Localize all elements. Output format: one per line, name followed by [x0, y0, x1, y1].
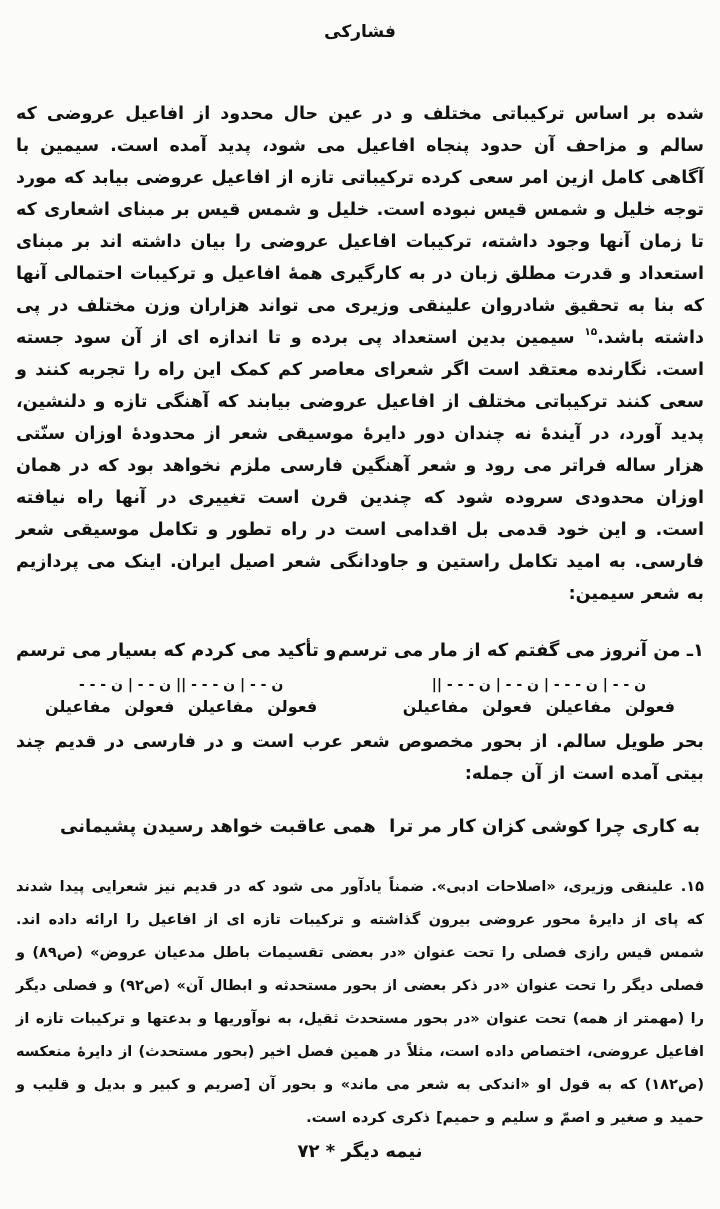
footnote-15-text: ۱۵. علینقی وزیری، «اصلاحات ادبی». ضمناً یادآور می شود که در قدیم نیز شعرایی پیدا شدند که پای از دایرهٔ محور عروضی بیرون گذاشته و ترکیبات تازه ای از افاعیل را ارائه داده اند. شمس قیس رازی فصلی را تحت عنوان «در بعضی تقسیمات باطل مدعیان عروض» (ص۸۹) و فصلی دیگر را تحت عنوان «در ذکر بعضی از بحور مستحدثه و ابطال آن» (ص۹۲) و فصلی دیگر را (مهمتر از همه) تحت عنوان «در بحور مستحدث ثقیل، به نوآوریها و بدعتها و ترکیبات تازه از افاعیل عروضی، اختصاص داده است، مثلاً در همین فصل اخیر (بحور مستحدث) از دایرهٔ منعکسه (ص۱۸۲) که به قول او «اندکی به شعر می ماند» و بحور آن [صریم و کبیر و بدیل و قلیب و حمید و صغیر و اصمّ و سلیم و حمیم] ذکری کرده است. [16, 879, 704, 1126]
scansion-notation-row [16, 677, 704, 693]
meter-description-paragraph: بحر طویل سالم. از بحور مخصوص شعر عرب است و در فارسی در قدیم چند بیتی آمده است از آن جمله: [16, 732, 704, 784]
verse-couplet-1 [16, 640, 704, 661]
metrical-feet-row [16, 697, 704, 716]
verse-couplet-2 [16, 816, 704, 837]
main-paragraph-text-before-note: شده بر اساس ترکیباتی مختلف و در عین حال محدود از افاعیل عروضی که سالم و مزاحف آن حدود پنجاه افاعیل می شود، پدید آمده است. سیمین با آگاهی کامل ازین امر سعی کرده ترکیباتی تازه از افاعیل عروضی بیابد که مورد توجه خلیل و شمس قیس نبوده است. خلیل و شمس قیس بر مبنای اشعاری که تا زمان آنها وجود داشته، ترکیبات افاعیل عروضی را بیان داشته اند بر مبنای استعداد و قدرت مطلق زبان در به کارگیری همهٔ افاعیل و ترکیبات احتمالی آنها که بنا به تحقیق شادروان علینقی وزیری می تواند هزاران وزن مختلف در پی داشته باشد. [16, 104, 704, 348]
running-head-author: فشارکی [324, 22, 396, 42]
scansion-second-hemistich: ن - - | ن - - - || ن - - | ن - - - [78, 677, 284, 693]
scansion-first-hemistich: ن - - | ن - - - | ن - - | ن - - - || [431, 677, 647, 693]
verse1-first-hemistich: ۱ـ من آنروز می گفتم که از مار می ترسم [337, 640, 704, 661]
verse1-second-hemistich: و تأکید می کردم که بسیار می ترسم [16, 640, 337, 661]
feet-second-hemistich: فعولن مفاعیلن فعولن مفاعیلن [44, 697, 318, 716]
verse2-second-hemistich: همی عاقبت خواهد رسیدن پشیمانی [60, 816, 376, 837]
journal-name-and-page-number: نیمه دیگر * ۷۲ [297, 1141, 423, 1162]
main-paragraph-text-after-note: سیمین بدین استعداد پی برده و تا اندازه ای از آن سود جسته است. نگارنده معتقد است اگر شعرای معاصر کم کمک این راه را تجربه کنند و سعی کنند ترکیباتی مختلف از افاعیل عروضی بیابند که آهنگی تازه و دلنشین، پدید آورد، در آیندهٔ نه چندان دور دایرهٔ موسیقی شعر از محدودهٔ اوزان سنّتی هزار ساله فراتر می رود و شعر آهنگین فارسی ملزم نخواهد بود که در همان اوزان محدودی سروده شود که چندین قرن است تغییری در آنها راه نیافته است. و این خود قدمی بل اقدامی است در راه تطور و تکامل موسیقی شعر فارسی. به امید تکامل راستین و جاودانگی شعر اصیل ایران. اینک می پردازیم به شعر سیمین: [16, 328, 704, 604]
main-paragraph [16, 98, 704, 610]
verse2-first-hemistich: به کاری چرا کوشی کزان کار مر ترا [389, 816, 700, 837]
feet-first-hemistich: فعولن مفاعیلن فعولن مفاعیلن [402, 697, 675, 716]
footnote-marker: ۱۵ [584, 326, 598, 338]
